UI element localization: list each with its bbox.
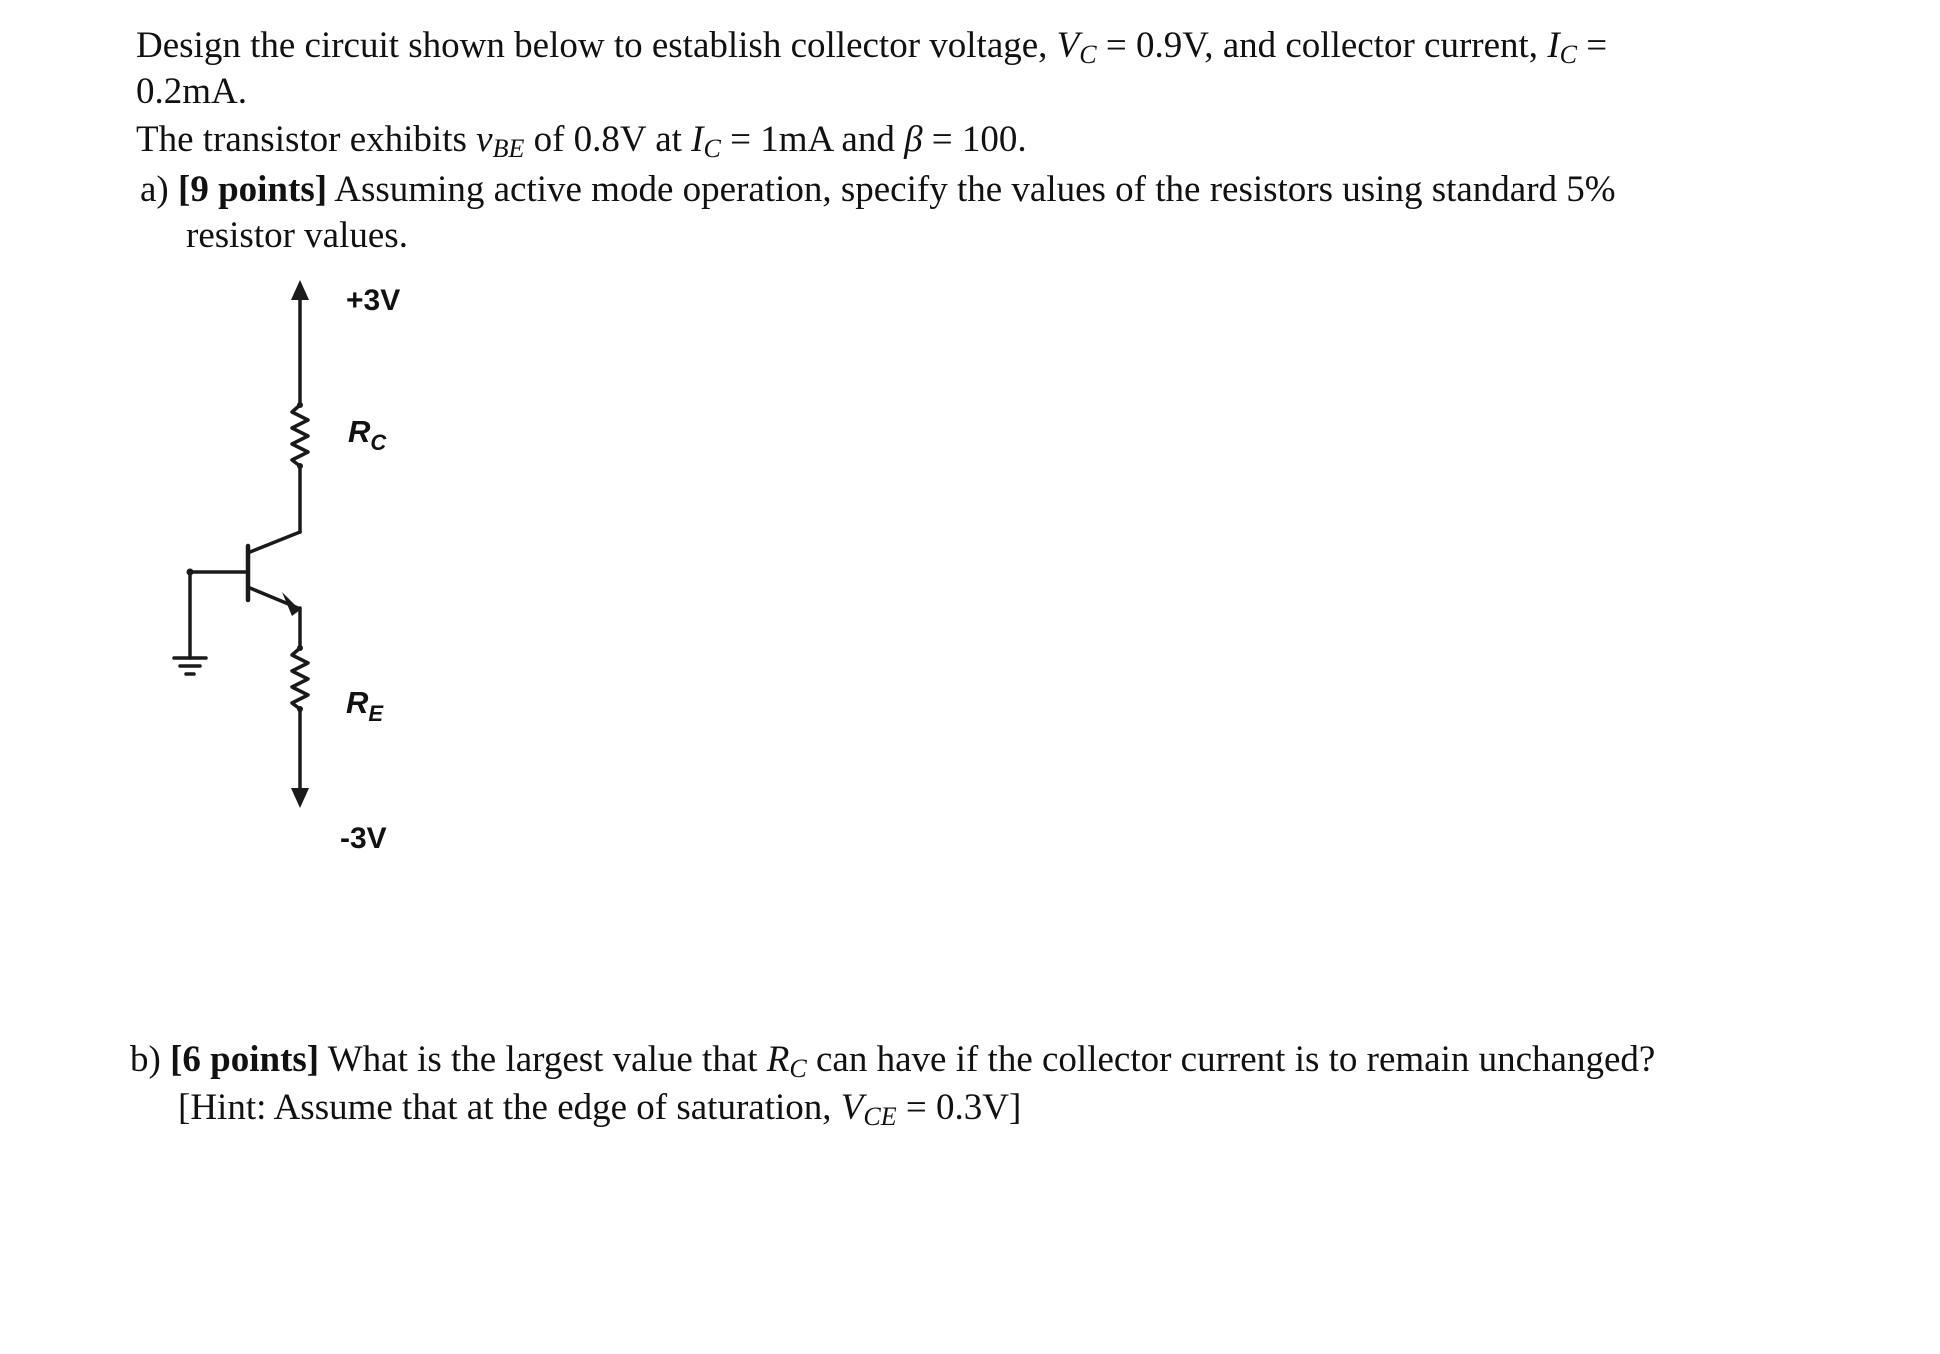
vbe-subscript: BE bbox=[492, 134, 525, 163]
problem-text: = 100. bbox=[922, 119, 1027, 160]
problem-text: The transistor exhibits bbox=[136, 119, 477, 160]
ic-symbol: I bbox=[691, 119, 704, 160]
problem-text: = 1mA and bbox=[720, 119, 905, 160]
part-b-line-1 bbox=[130, 1038, 1655, 1091]
vee-arrow bbox=[291, 788, 309, 808]
vc-subscript: C bbox=[1079, 40, 1097, 69]
rc-resistor bbox=[292, 405, 308, 466]
problem-text: of 0.8V at bbox=[524, 119, 692, 160]
beta-symbol: β bbox=[904, 119, 923, 160]
part-a-text: resistor values. bbox=[186, 215, 408, 256]
collector-lead bbox=[250, 532, 300, 552]
part-b-text: What is the largest value that bbox=[319, 1039, 767, 1080]
node-dot bbox=[297, 402, 303, 408]
vcc-label: +3V bbox=[346, 284, 401, 317]
part-b-line-2 bbox=[178, 1086, 1021, 1139]
part-a-text: Assuming active mode operation, specify the values of the resistors using standard 5% bbox=[327, 169, 1616, 210]
part-b-label: b) bbox=[130, 1039, 171, 1080]
circuit-diagram bbox=[130, 270, 430, 850]
part-b-points: [6 points] bbox=[170, 1039, 320, 1080]
part-a-line-2 bbox=[186, 214, 408, 258]
vce-symbol: V bbox=[840, 1087, 864, 1128]
node-dot bbox=[297, 645, 303, 651]
vce-subscript: CE bbox=[863, 1102, 897, 1131]
rc-symbol: R bbox=[766, 1039, 790, 1080]
node-dot bbox=[187, 569, 194, 576]
ic-subscript: C bbox=[1559, 40, 1577, 69]
part-a-points: [9 points] bbox=[178, 169, 328, 210]
re-resistor bbox=[292, 648, 308, 709]
vcc-arrow bbox=[291, 280, 309, 300]
re-label: $R_E$ bbox=[346, 685, 384, 726]
part-b-hint: [Hint: Assume that at the edge of saturation, bbox=[178, 1087, 841, 1128]
node-dot bbox=[297, 463, 303, 469]
ic-subscript: C bbox=[703, 134, 721, 163]
problem-text: 0.2mA. bbox=[136, 71, 247, 112]
problem-text: Design the circuit shown below to establish collector voltage, bbox=[136, 25, 1057, 66]
vc-symbol: V bbox=[1056, 25, 1080, 66]
node-dot bbox=[297, 706, 303, 712]
problem-line-2 bbox=[136, 70, 247, 114]
vee-label: -3V bbox=[340, 822, 387, 850]
problem-line-3 bbox=[136, 118, 1027, 171]
problem-text: = 0.9V, and collector current, bbox=[1096, 25, 1548, 66]
rc-label: $R_C$ bbox=[348, 414, 387, 455]
part-b-hint: = 0.3V] bbox=[896, 1087, 1022, 1128]
vbe-symbol: v bbox=[476, 119, 493, 160]
ic-symbol: I bbox=[1547, 25, 1560, 66]
problem-line-1 bbox=[136, 24, 1607, 77]
rc-subscript: C bbox=[789, 1054, 807, 1083]
part-a-label: a) bbox=[140, 169, 178, 210]
part-b-text: can have if the collector current is to remain unchanged? bbox=[806, 1039, 1656, 1080]
part-a-line-1 bbox=[140, 168, 1616, 212]
problem-text: = bbox=[1576, 25, 1608, 66]
